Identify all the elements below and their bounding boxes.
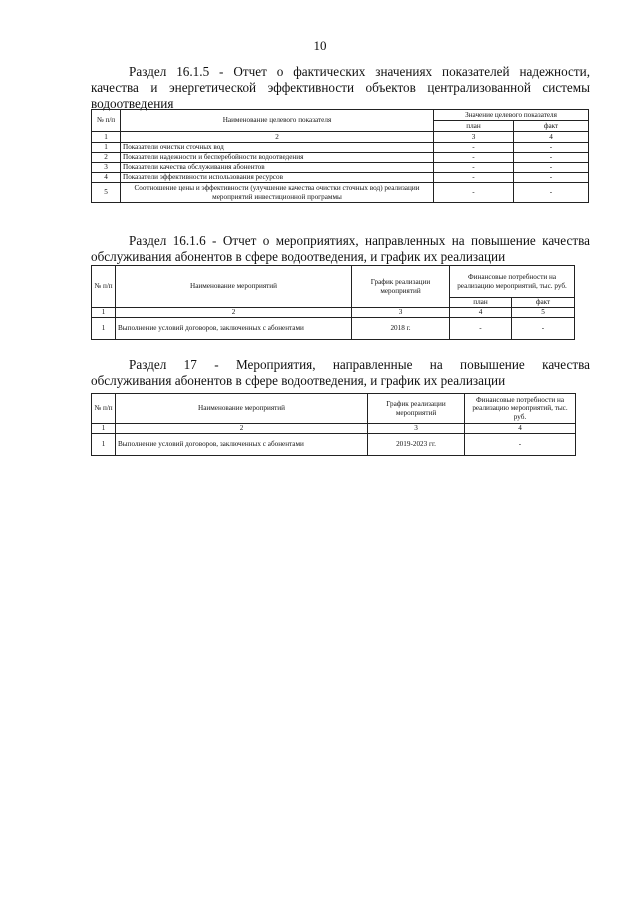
row-plan: -	[434, 163, 514, 173]
row-plan: -	[434, 173, 514, 183]
col-number: 1	[92, 308, 116, 318]
header-name: Наименование целевого показателя	[121, 110, 434, 132]
table-row	[92, 153, 589, 163]
header-name: Наименование мероприятий	[116, 394, 368, 424]
table-row	[92, 173, 589, 183]
section-17-heading	[91, 357, 590, 389]
col-number: 3	[434, 132, 514, 143]
measures-report-table	[91, 265, 575, 340]
heading-line: Раздел 16.1.5 - Отчет о фактических значениях показателей надежности,	[129, 64, 590, 79]
col-number: 4	[450, 308, 512, 318]
heading-line: обслуживания абонентов в сфере водоотведения, и график их реализации	[91, 249, 506, 264]
heading-line: водоотведения	[91, 96, 174, 111]
heading-line: качества и энергетической эффективности объектов централизованной системы	[91, 80, 590, 95]
header-fact: факт	[512, 298, 575, 308]
row-schedule: 2019-2023 гг.	[368, 434, 465, 456]
row-num: 3	[92, 163, 121, 173]
header-plan: план	[434, 121, 514, 132]
row-fact: -	[514, 183, 589, 203]
row-plan: -	[434, 143, 514, 153]
page-number: 10	[313, 38, 327, 53]
header-name: Наименование мероприятий	[116, 266, 352, 308]
col-number: 1	[92, 424, 116, 434]
row-name: Выполнение условий договоров, заключенных с абонентами	[116, 434, 368, 456]
row-num: 1	[92, 143, 121, 153]
col-number: 3	[368, 424, 465, 434]
row-fact: -	[514, 173, 589, 183]
header-fact: факт	[514, 121, 589, 132]
section-16-1-5-heading	[91, 64, 590, 112]
table-row	[92, 318, 575, 340]
row-fact: -	[514, 153, 589, 163]
row-name: Показатели качества обслуживания абонентов	[121, 163, 434, 173]
col-number: 1	[92, 132, 121, 143]
header-num: № п/п	[92, 266, 116, 308]
heading-line: обслуживания абонентов в сфере водоотведения, и график их реализации	[91, 373, 506, 388]
row-name: Соотношение цены и эффективности (улучшение качества очистки сточных вод) реализации мероприятий инвестиционной программы	[121, 183, 434, 203]
col-number: 5	[512, 308, 575, 318]
row-num: 1	[92, 434, 116, 456]
table-row	[92, 143, 589, 153]
header-schedule: График реализации мероприятий	[368, 394, 465, 424]
row-name: Показатели очистки сточных вод	[121, 143, 434, 153]
row-fact: -	[514, 163, 589, 173]
header-finance: Финансовые потребности на реализацию мероприятий, тыс. руб.	[450, 266, 575, 298]
col-number: 4	[514, 132, 589, 143]
row-num: 2	[92, 153, 121, 163]
col-number: 4	[465, 424, 576, 434]
header-plan: план	[450, 298, 512, 308]
col-number: 2	[121, 132, 434, 143]
col-number: 3	[352, 308, 450, 318]
col-number: 2	[116, 308, 352, 318]
row-num: 5	[92, 183, 121, 203]
row-plan: -	[450, 318, 512, 340]
section-16-1-6-heading	[91, 233, 590, 265]
table-row	[92, 183, 589, 203]
table-row	[92, 163, 589, 173]
heading-line: Раздел 16.1.6 - Отчет о мероприятиях, направленных на повышение качества	[129, 233, 590, 248]
col-number: 2	[116, 424, 368, 434]
header-num: № п/п	[92, 394, 116, 424]
header-num: № п/п	[92, 110, 121, 132]
row-fact: -	[512, 318, 575, 340]
row-num: 4	[92, 173, 121, 183]
row-schedule: 2018 г.	[352, 318, 450, 340]
row-plan: -	[434, 153, 514, 163]
row-finance: -	[465, 434, 576, 456]
row-name: Показатели эффективности использования ресурсов	[121, 173, 434, 183]
row-num: 1	[92, 318, 116, 340]
row-plan: -	[434, 183, 514, 203]
indicators-table	[91, 109, 589, 203]
header-finance: Финансовые потребности на реализацию мероприятий, тыс. руб.	[465, 394, 576, 424]
heading-line: Раздел 17 - Мероприятия, направленные на повышение качества	[129, 357, 590, 372]
measures-plan-table	[91, 393, 576, 456]
row-name: Показатели надежности и бесперебойности водоотведения	[121, 153, 434, 163]
row-name: Выполнение условий договоров, заключенных с абонентами	[116, 318, 352, 340]
header-value: Значение целевого показателя	[434, 110, 589, 121]
header-schedule: График реализации мероприятий	[352, 266, 450, 308]
row-fact: -	[514, 143, 589, 153]
table-row	[92, 434, 576, 456]
